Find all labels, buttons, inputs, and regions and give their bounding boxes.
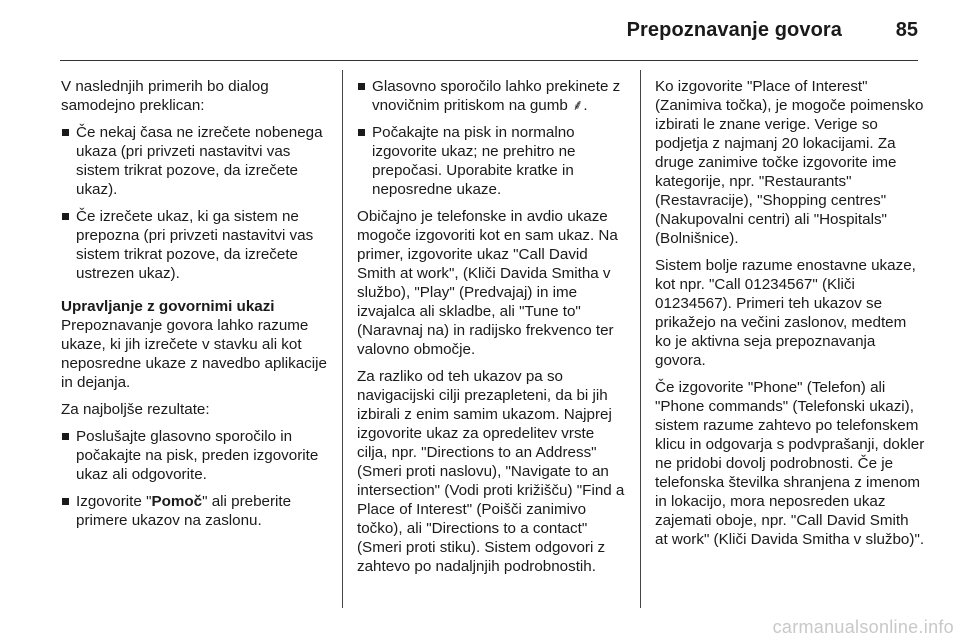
column-2 xyxy=(357,77,627,584)
paragraph: Za najboljše rezultate: xyxy=(61,401,210,418)
header-divider xyxy=(60,60,918,61)
page-title: Prepoznavanje govora xyxy=(626,19,842,41)
section-heading: Upravljanje z govornimi ukazi xyxy=(61,298,275,315)
page-header xyxy=(0,0,960,60)
paragraph: Za razliko od teh ukazov pa so navigacijski cilji prezapleteni, da bi jih izbirali z enim samim ukazom. Najprej izgovorite ukaz za opredelitev vrste cilja, npr. "Directions to an Address" (Smeri proti naslovu), "Navigate to an intersection" (Vodi proti križišču) "Find a Place of Interest" (Poišči zanimivo točko), ali "Directions to a contact" (Smeri proti stiku). Sistem odgovori z zahtevo po nadaljnjih podrobnostih. xyxy=(357,368,625,575)
list-item: Če nekaj časa ne izrečete nobenega ukaza (pri privzeti nastavitvi vas sistem trikrat pozove, da izrečete ukaz). xyxy=(61,123,331,199)
column-divider-2 xyxy=(640,70,641,608)
paragraph: Če izgovorite "Phone" (Telefon) ali "Phone commands" (Telefonski ukazi), sistem razume zahtevo po telefonskem klicu in odgovarja s podvprašanji, dokler ne pridobi dovolj podrobnosti. Če je telefonska številka shranjena z imenom in lokacijo, mora neposreden ukaz zajemati oboje, npr. "Call David Smith at work" (Kliči Davida Smitha v službo)". xyxy=(655,379,925,548)
paragraph: Sistem bolje razume enostavne ukaze, kot npr. "Call 01234567" (Kliči 01234567). Primeri teh ukazov se prikažejo na večini zaslonov, medtem ko je aktivna seja prepoznavanja govora. xyxy=(655,257,916,369)
watermark: carmanualsonline.info xyxy=(772,617,954,637)
column-divider-1 xyxy=(342,70,343,608)
paragraph: Običajno je telefonske in avdio ukaze mogoče izgovoriti kot en sam ukaz. Na primer, izgovorite ukaz "Call David Smith at work", (Kliči Davida Smitha v službo), "Play" (Predvajaj) in ime izvajalca ali skladbe, ali "Tune to" (Naravnaj na) in radijsko frekvenco ter valovno območje. xyxy=(357,208,618,358)
list-item: Glasovno sporočilo lahko prekinete z vnovičnim pritiskom na gumb ⸙. xyxy=(357,77,627,115)
list-item: Če izrečete ukaz, ki ga sistem ne prepozna (pri privzeti nastavitvi vas sistem trikrat pozove, da izrečete ustrezen ukaz). xyxy=(61,207,331,283)
column-1 xyxy=(61,77,331,538)
tips-list-continued xyxy=(357,77,627,199)
paragraph: Ko izgovorite "Place of Interest" (Zanimiva točka), je mogoče poimensko izbirati le znane verige. Verige so podjetja z najmanj 20 lokacijami. Za druge zanimive točke izgovorite ime kategorije, npr. "Restaurants" (Restavracije), "Shopping centres" (Nakupovalni centri) ali "Hospitals" (Bolnišnice). xyxy=(655,78,924,247)
paragraph: Prepoznavanje govora lahko razume ukaze, ki jih izrečete v stavku ali kot neposredne ukaze z navedbo aplikacije in dejanja. xyxy=(61,317,327,391)
help-command-text: Pomoč xyxy=(151,493,203,510)
list-item xyxy=(61,492,331,530)
column-3 xyxy=(655,77,925,557)
list-item: Poslušajte glasovno sporočilo in počakajte na pisk, preden izgovorite ukaz ali odgovorite. xyxy=(61,427,331,484)
tips-list xyxy=(61,427,331,530)
intro-paragraph: V naslednjih primerih bo dialog samodejno preklican: xyxy=(61,78,269,114)
cancel-conditions-list xyxy=(61,123,331,283)
text-run: " ali preberite primere ukazov na zaslonu. xyxy=(76,493,292,529)
list-item: Počakajte na pisk in normalno izgovorite ukaz; ne prehitro ne prepočasi. Uporabite kratke in neposredne ukaze. xyxy=(357,123,627,199)
text-run: Izgovorite " xyxy=(76,493,152,510)
page-number: 85 xyxy=(895,19,918,41)
